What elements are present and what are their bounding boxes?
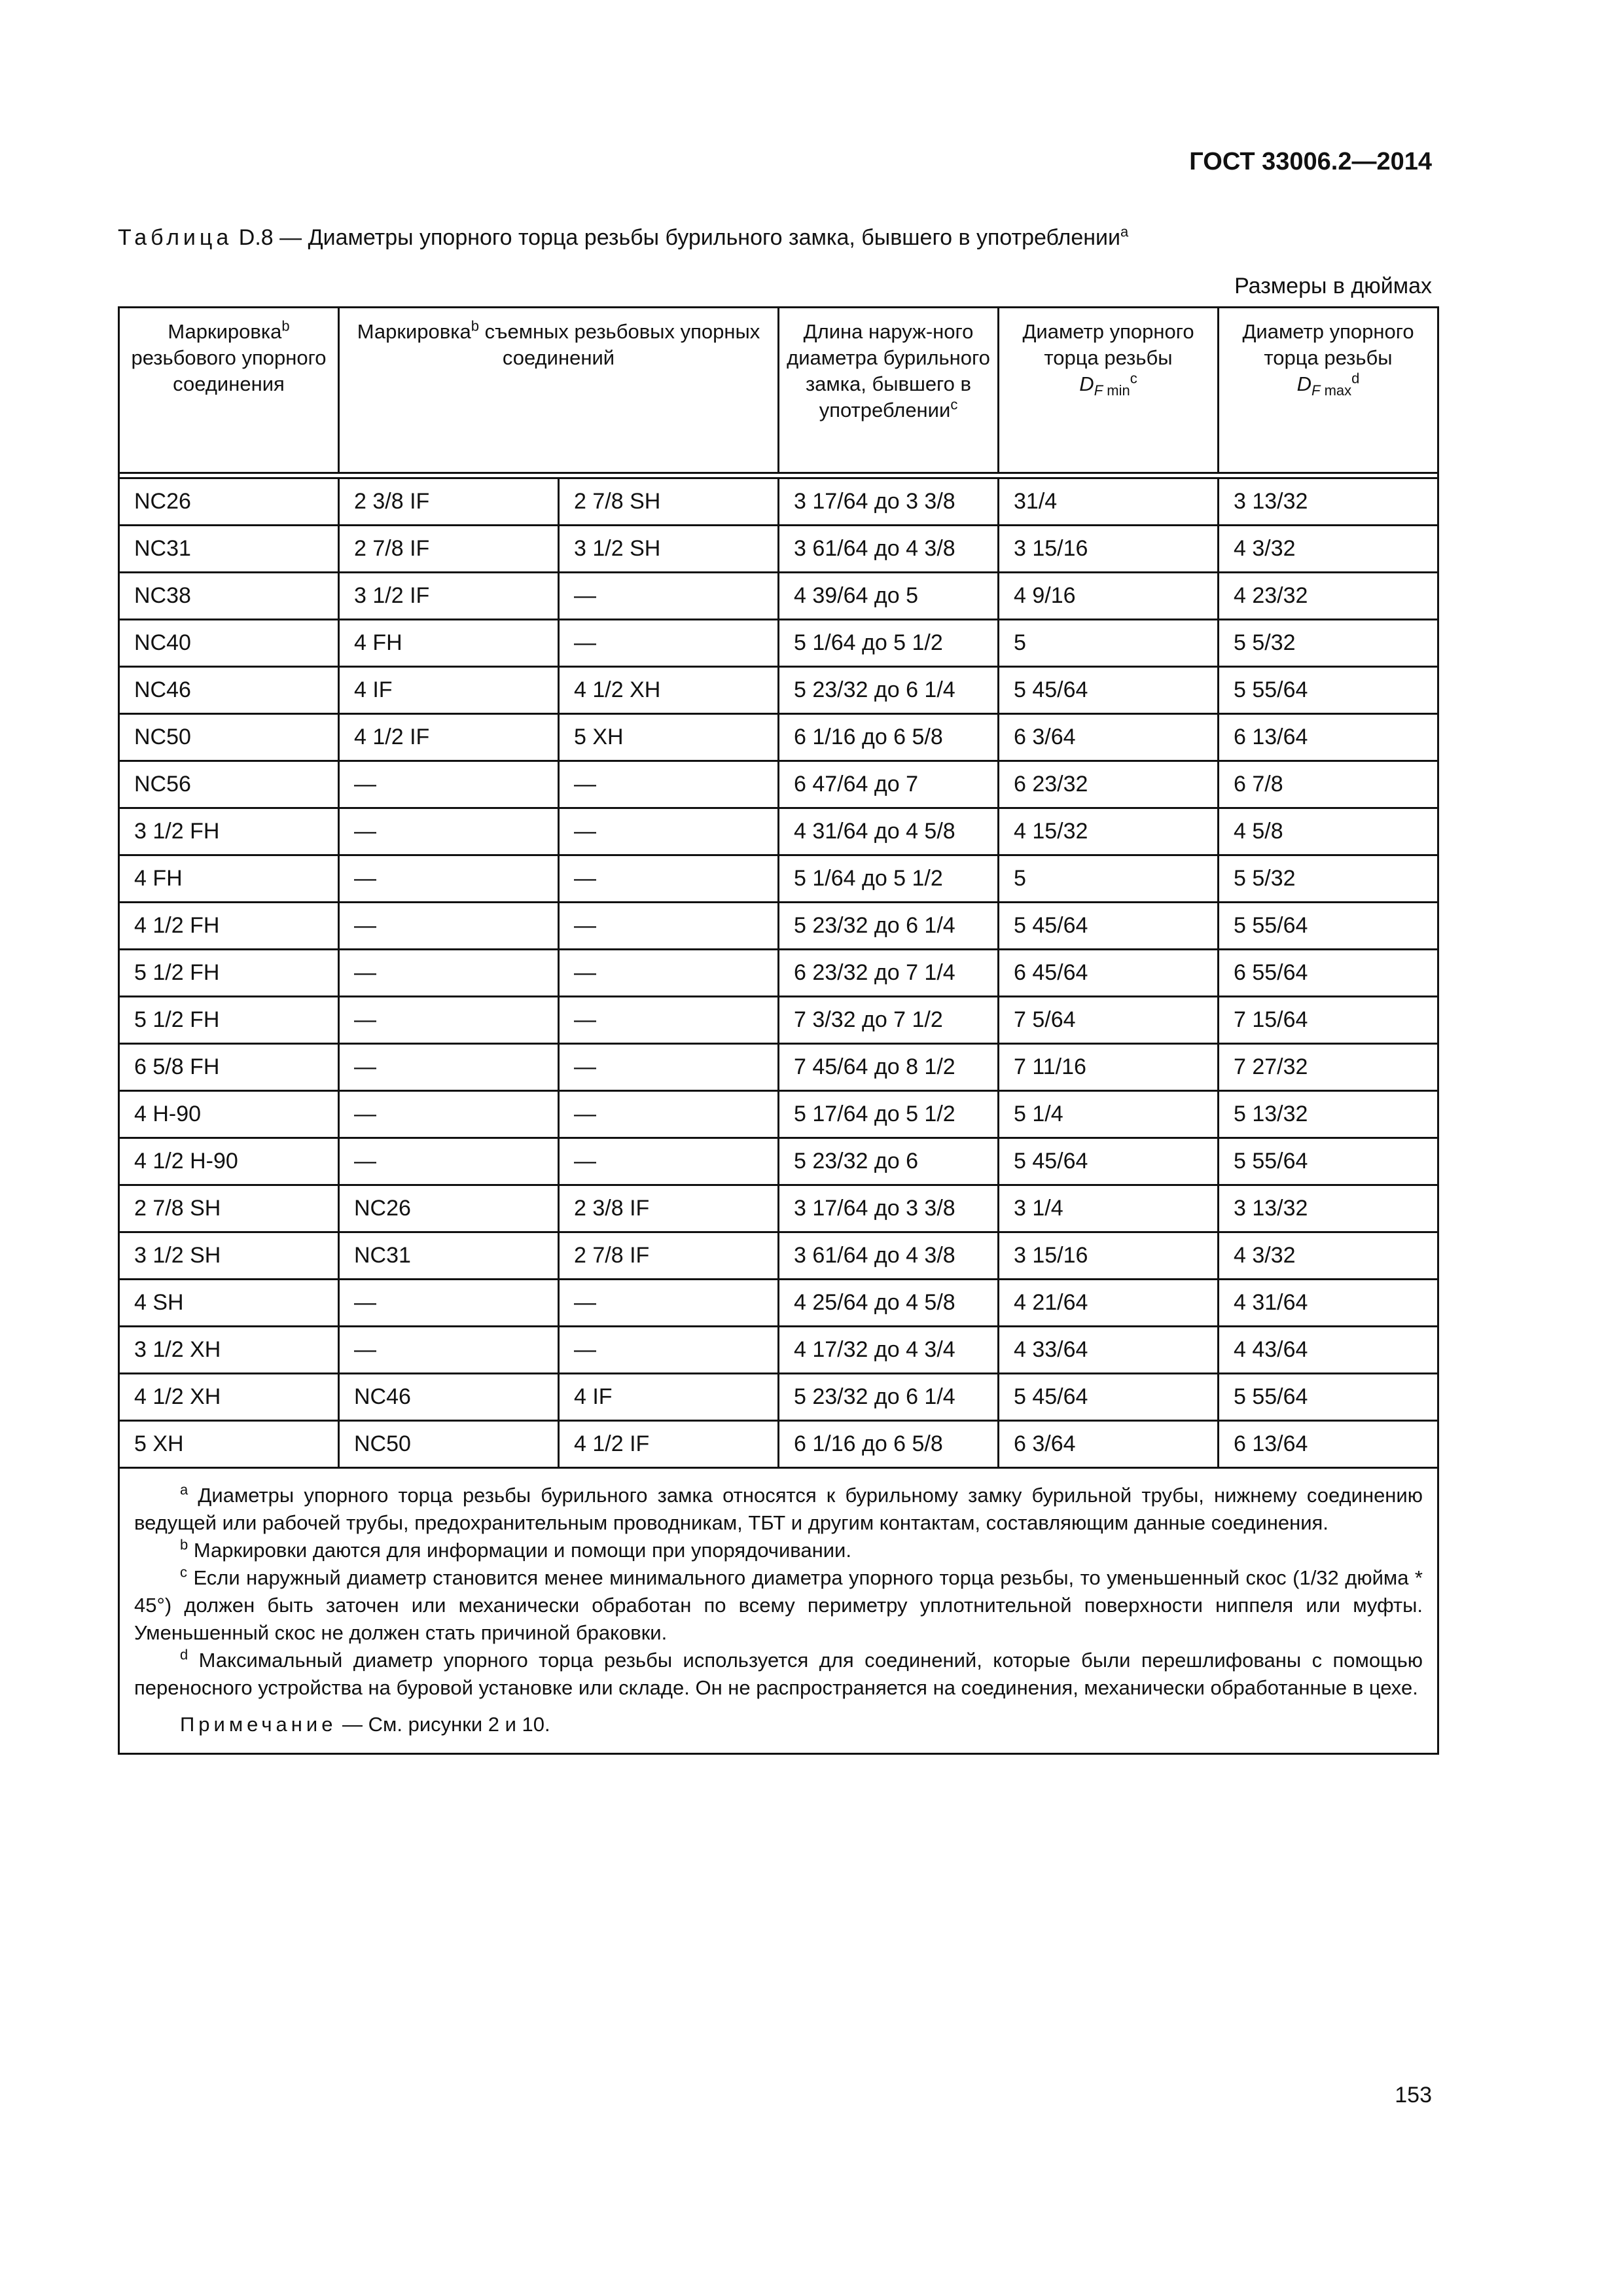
table-cell: 4 FH (339, 620, 559, 667)
table-row (119, 573, 1438, 620)
table-cell: NC31 (339, 1232, 559, 1280)
table-cell: — (339, 1138, 559, 1185)
table-row (119, 761, 1438, 808)
table-cell: 6 5/8 FH (119, 1044, 339, 1091)
table-cell: 3 61/64 до 4 3/8 (779, 526, 999, 573)
table-cell: — (559, 573, 779, 620)
units-caption: Размеры в дюймах (1234, 274, 1432, 298)
table-cell: 4 43/64 (1219, 1327, 1438, 1374)
table-cell: 6 47/64 до 7 (779, 761, 999, 808)
table-cell: 3 61/64 до 4 3/8 (779, 1232, 999, 1280)
table-cell: 4 3/32 (1219, 1232, 1438, 1280)
table-cell: — (339, 1280, 559, 1327)
table-cell: 4 1/2 XH (559, 667, 779, 714)
table-cell: 6 1/16 до 6 5/8 (779, 1421, 999, 1468)
table-cell: — (559, 1138, 779, 1185)
table-row (119, 1327, 1438, 1374)
table-cell: 3 13/32 (1219, 478, 1438, 526)
table-row (119, 1374, 1438, 1421)
table-cell: 4 1/2 H-90 (119, 1138, 339, 1185)
table-cell: — (559, 808, 779, 855)
table-cell: 5 23/32 до 6 (779, 1138, 999, 1185)
table-cell: 4 33/64 (999, 1327, 1219, 1374)
table-cell: 5 (999, 855, 1219, 903)
table-cell: NC26 (119, 478, 339, 526)
header-marking-connection: Маркировка$^b$ резьбового упорного соединения (119, 308, 339, 473)
footnote-a: $^a$ Диаметры упорного торца резьбы бурильного замка относятся к бурильному замку бурильной трубы, нижнему соединению ведущей или рабочей трубы, предохранительным проводникам, ТБТ и другим контактам, составляющим данные соединения. (134, 1481, 1423, 1534)
table-row (119, 667, 1438, 714)
table-cell: 4 1/2 IF (339, 714, 559, 761)
table-cell: — (339, 855, 559, 903)
table-cell: 4 5/8 (1219, 808, 1438, 855)
table-cell: 4 SH (119, 1280, 339, 1327)
table-cell: 5 1/4 (999, 1091, 1219, 1138)
table-cell: 6 1/16 до 6 5/8 (779, 714, 999, 761)
table-cell: 5 55/64 (1219, 1138, 1438, 1185)
table-cell: — (339, 950, 559, 997)
table-cell: 5 45/64 (999, 667, 1219, 714)
header-separator (119, 473, 1438, 478)
table-cell: 5 17/64 до 5 1/2 (779, 1091, 999, 1138)
table-cell: — (559, 1091, 779, 1138)
table-row (119, 808, 1438, 855)
table-cell: 3 17/64 до 3 3/8 (779, 1185, 999, 1232)
table-cell: NC38 (119, 573, 339, 620)
table-cell: 2 7/8 IF (559, 1232, 779, 1280)
table-cell: — (339, 808, 559, 855)
table-cell: 5 1/64 до 5 1/2 (779, 620, 999, 667)
table-cell: 4 1/2 XH (119, 1374, 339, 1421)
table-row (119, 620, 1438, 667)
table-cell: — (559, 997, 779, 1044)
table-cell: 4 39/64 до 5 (779, 573, 999, 620)
table-cell: NC50 (119, 714, 339, 761)
table-cell: 5 45/64 (999, 1138, 1219, 1185)
table-cell: 5 45/64 (999, 903, 1219, 950)
table-cell: NC50 (339, 1421, 559, 1468)
table-cell: 6 7/8 (1219, 761, 1438, 808)
footnote-c: $^c$ Если наружный диаметр становится менее минимального диаметра упорного торца резьбы, то уменьшенный скос (1/32 дюйма * 45°) должен быть заточен или механически обработан по всему периметру уплотнительной поверхности ниппеля или муфты. Уменьшенный скос не должен стать причиной браковки. (134, 1564, 1423, 1644)
table-cell: — (559, 855, 779, 903)
table-cell: 6 45/64 (999, 950, 1219, 997)
table-cell: 2 7/8 SH (559, 478, 779, 526)
table-row (119, 1280, 1438, 1327)
table-cell: 3 1/2 SH (559, 526, 779, 573)
table-title-label: Таблица (118, 225, 233, 250)
table-row (119, 855, 1438, 903)
dimensions-table (118, 306, 1439, 1755)
table-cell: 4 21/64 (999, 1280, 1219, 1327)
table-cell: 5 5/32 (1219, 855, 1438, 903)
table-cell: 6 23/32 до 7 1/4 (779, 950, 999, 997)
table-cell: 6 3/64 (999, 714, 1219, 761)
table-cell: 4 FH (119, 855, 339, 903)
table-cell: 7 5/64 (999, 997, 1219, 1044)
table-cell: NC46 (339, 1374, 559, 1421)
table-cell: 31/4 (999, 478, 1219, 526)
table-cell: 5 55/64 (1219, 667, 1438, 714)
table-cell: — (339, 997, 559, 1044)
table-row (119, 1138, 1438, 1185)
table-cell: 2 3/8 IF (339, 478, 559, 526)
table-cell: 6 23/32 (999, 761, 1219, 808)
table-cell: 7 3/32 до 7 1/2 (779, 997, 999, 1044)
table-cell: 7 15/64 (1219, 997, 1438, 1044)
table-cell: 6 13/64 (1219, 1421, 1438, 1468)
table-header-row (119, 308, 1438, 473)
footnotes-row (119, 1468, 1438, 1754)
table-cell: — (559, 1280, 779, 1327)
table-cell: 2 3/8 IF (559, 1185, 779, 1232)
footnotes-cell (119, 1468, 1438, 1754)
table-cell: 5 1/2 FH (119, 950, 339, 997)
table-cell: 5 5/32 (1219, 620, 1438, 667)
table-cell: 5 55/64 (1219, 903, 1438, 950)
table-cell: 4 31/64 до 4 5/8 (779, 808, 999, 855)
table-cell: 3 1/2 IF (339, 573, 559, 620)
table-cell: — (339, 903, 559, 950)
table-cell: 4 IF (559, 1374, 779, 1421)
table-cell: 3 1/4 (999, 1185, 1219, 1232)
table-cell: — (339, 1091, 559, 1138)
table-cell: 3 17/64 до 3 3/8 (779, 478, 999, 526)
table-cell: 4 3/32 (1219, 526, 1438, 573)
table-cell: 4 17/32 до 4 3/4 (779, 1327, 999, 1374)
table-cell: 2 7/8 IF (339, 526, 559, 573)
table-cell: — (559, 1327, 779, 1374)
table-cell: 3 1/2 XH (119, 1327, 339, 1374)
table-cell: — (339, 761, 559, 808)
table-cell: 3 15/16 (999, 1232, 1219, 1280)
table-cell: 5 23/32 до 6 1/4 (779, 667, 999, 714)
table-cell: NC46 (119, 667, 339, 714)
table-title-text: D.8 — Диаметры упорного торца резьбы бурильного замка, бывшего в употреблении (238, 225, 1121, 250)
table-cell: 4 15/32 (999, 808, 1219, 855)
footnote-d: $^d$ Максимальный диаметр упорного торца резьбы используется для соединений, которые были перешлифованы с помощью переносного устройства на буровой установке или складе. Он не распространяется на соединения, механически обработанные в цехе. (134, 1646, 1423, 1699)
header-diameter-max: Диаметр упорного торца резьбы $D_{F max}^d$ (1219, 308, 1438, 473)
table-cell: 4 9/16 (999, 573, 1219, 620)
table-cell: 3 15/16 (999, 526, 1219, 573)
table-row (119, 903, 1438, 950)
page-number: 153 (1395, 2083, 1432, 2108)
table-cell: 5 1/2 FH (119, 997, 339, 1044)
table-cell: 5 (999, 620, 1219, 667)
table-cell: 6 13/64 (1219, 714, 1438, 761)
table-row (119, 1185, 1438, 1232)
table-cell: 5 45/64 (999, 1374, 1219, 1421)
table-cell: 5 13/32 (1219, 1091, 1438, 1138)
table-cell: 5 55/64 (1219, 1374, 1438, 1421)
table-row (119, 714, 1438, 761)
table-cell: — (559, 620, 779, 667)
table-note: Примечание — См. рисунки 2 и 10. (180, 1713, 550, 1736)
table-cell: 4 H-90 (119, 1091, 339, 1138)
table-row (119, 950, 1438, 997)
table-cell: 3 13/32 (1219, 1185, 1438, 1232)
table-cell: 6 3/64 (999, 1421, 1219, 1468)
header-marking-removable: Маркировка$^b$ съемных резьбовых упорных соединений (339, 308, 779, 473)
table-cell: 7 11/16 (999, 1044, 1219, 1091)
table-cell: NC31 (119, 526, 339, 573)
table-title-footnote-mark: a (1120, 223, 1129, 240)
table-cell: — (339, 1327, 559, 1374)
table-row (119, 1232, 1438, 1280)
table-cell: 5 23/32 до 6 1/4 (779, 1374, 999, 1421)
table-row (119, 526, 1438, 573)
table-cell: 3 1/2 FH (119, 808, 339, 855)
table-cell: — (339, 1044, 559, 1091)
table-cell: — (559, 950, 779, 997)
header-outer-diameter-length: Длина наруж-ного диаметра бурильного замка, бывшего в употреблении$^c$ (779, 308, 999, 473)
table-body (119, 473, 1438, 1468)
table-row (119, 1091, 1438, 1138)
table-cell: NC56 (119, 761, 339, 808)
header-diameter-min: Диаметр упорного торца резьбы $D_{F min}^c$ (999, 308, 1219, 473)
table-row (119, 478, 1438, 526)
table-cell: 4 23/32 (1219, 573, 1438, 620)
table-row (119, 1421, 1438, 1468)
table-cell: 2 7/8 SH (119, 1185, 339, 1232)
table-cell: 4 IF (339, 667, 559, 714)
table-cell: NC26 (339, 1185, 559, 1232)
table-cell: 7 45/64 до 8 1/2 (779, 1044, 999, 1091)
table-cell: — (559, 761, 779, 808)
table-row (119, 997, 1438, 1044)
table-cell: 5 XH (559, 714, 779, 761)
footnote-b: $^b$ Маркировки даются для информации и помощи при упорядочивании. (180, 1536, 851, 1562)
table-cell: 7 27/32 (1219, 1044, 1438, 1091)
table-cell: 4 31/64 (1219, 1280, 1438, 1327)
table-cell: 4 25/64 до 4 5/8 (779, 1280, 999, 1327)
table-row (119, 1044, 1438, 1091)
table-cell: — (559, 1044, 779, 1091)
table-title (118, 225, 1128, 251)
table-cell: 4 1/2 FH (119, 903, 339, 950)
table-cell: 5 23/32 до 6 1/4 (779, 903, 999, 950)
table-cell: 5 XH (119, 1421, 339, 1468)
table-cell: 5 1/64 до 5 1/2 (779, 855, 999, 903)
table-cell: — (559, 903, 779, 950)
table-cell: NC40 (119, 620, 339, 667)
table-cell: 3 1/2 SH (119, 1232, 339, 1280)
document-code: ГОСТ 33006.2—2014 (1189, 148, 1432, 175)
table-cell: 6 55/64 (1219, 950, 1438, 997)
table-cell: 4 1/2 IF (559, 1421, 779, 1468)
